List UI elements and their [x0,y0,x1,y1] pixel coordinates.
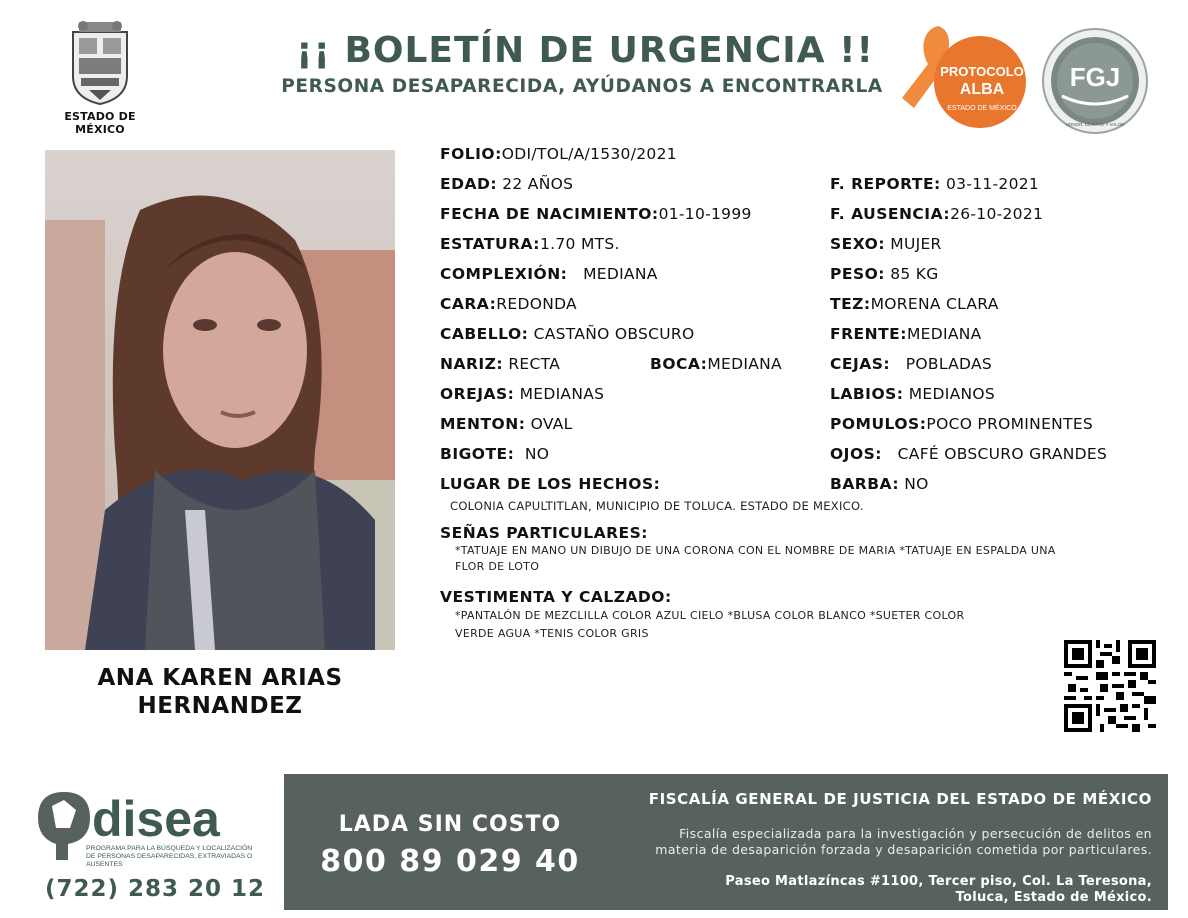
field-value: REDONDA [496,295,577,313]
field-label: SEXO: [830,235,886,253]
field-estatura [440,234,620,254]
protocolo-alba-logo [898,24,1030,134]
field-cabello [440,324,695,344]
field-label: CEJAS: [830,355,891,373]
fgj-desc-line1: Fiscalía especializada para la investigación y persecución de delitos en [679,826,1152,841]
senas-line2: FLOR DE LOTO [455,560,540,573]
field-value: RECTA [508,355,561,373]
field-labios [830,384,995,404]
qr-code[interactable] [1064,640,1156,732]
field-label: PESO: [830,265,885,283]
field-f-ausencia [830,204,1043,224]
field-label: LUGAR DE LOS HECHOS: [440,475,661,493]
bulletin-subtitle: PERSONA DESAPARECIDA, AYÚDANOS A ENCONTRARLA [281,76,883,97]
lada-label: LADA SIN COSTO [338,812,562,837]
field-value: 01-10-1999 [658,205,752,223]
field-label: LABIOS: [830,385,904,403]
field-value: NO [524,445,550,463]
field-value: MORENA CLARA [870,295,999,313]
alba-line2: ALBA [959,81,1005,98]
field-label: POMULOS: [830,415,927,433]
field-label: TEZ: [830,295,871,313]
field-nariz [440,354,560,374]
fgj-address [600,874,1152,906]
field-sexo [830,234,942,254]
field-tez [830,294,999,314]
alba-line1: PROTOCOLO [940,64,1024,79]
field-f-reporte [830,174,1039,194]
address-line2: Toluca, Estado de México. [955,890,1152,905]
odisea-phone[interactable]: (722) 283 20 12 [44,876,266,902]
field-value: MEDIANAS [519,385,605,403]
person-name: ANA KAREN ARIAS HERNANDEZ [97,665,343,719]
field-label: FRENTE: [830,325,907,343]
odisea-tagline2: DE PERSONAS DESAPARECIDAS, EXTRAVIADAS O [86,853,253,860]
bulletin-title: ¡¡ BOLETÍN DE URGENCIA !! [296,30,874,71]
field-value: MEDIANA [583,265,658,283]
field-folio [440,144,677,164]
field-value: 26-10-2021 [950,205,1044,223]
field-label: MENTON: [440,415,526,433]
field-value: ODI/TOL/A/1530/2021 [501,145,677,163]
field-value: 03-11-2021 [946,175,1040,193]
field-cara [440,294,577,314]
fgj-desc-line2: materia de desaparición forzada y desaparición cometida por particulares. [655,842,1152,857]
odisea-tagline1: PROGRAMA PARA LA BÚSQUEDA Y LOCALIZACIÓN [86,845,253,852]
field-boca [650,354,782,374]
lada-number[interactable]: 800 89 029 40 [320,844,580,879]
vestimenta-text [455,607,1155,643]
field-edad [440,174,573,194]
field-label: F. REPORTE: [830,175,941,193]
field-label: BIGOTE: [440,445,515,463]
field-cejas [830,354,992,374]
fgj-initials: FGJ [1069,62,1121,92]
field-value: MEDIANA [906,325,982,343]
field-value: POCO PROMINENTES [926,415,1094,433]
address-line1: Paseo Matlazíncas #1100, Tercer piso, Col. La Teresona, [725,874,1152,889]
alba-line3: ESTADO DE MÉXICO [947,105,1017,112]
field-value: 85 KG [890,265,939,283]
field-label: BOCA: [650,355,708,373]
senas-title: SEÑAS PARTICULARES: [440,524,649,542]
field-fecha-nacimiento [440,204,752,224]
vestimenta-line1: *PANTALÓN DE MEZCLILLA COLOR AZUL CIELO *BLUSA COLOR BLANCO *SUETER COLOR [455,609,965,622]
field-value: NO [904,475,929,493]
field-value: CAFÉ OBSCURO GRANDES [897,445,1108,463]
field-label: COMPLEXIÓN: [440,265,568,283]
field-label: OREJAS: [440,385,515,403]
senas-line1: *TATUAJE EN MANO UN DIBUJO DE UNA CORONA CON EL NOMBRE DE MARIA *TATUAJE EN ESPALDA UNA [455,544,1056,557]
field-bigote [440,444,549,464]
field-label: F. AUSENCIA: [830,205,951,223]
fgj-description [600,826,1152,858]
field-label: CARA: [440,295,497,313]
fgj-title: FISCALÍA GENERAL DE JUSTICIA DEL ESTADO DE MÉXICO [648,790,1152,808]
estado-de-mexico-logo [40,18,160,136]
field-label: FOLIO: [440,145,502,163]
field-value: MEDIANA [707,355,782,373]
field-label: FECHA DE NACIMIENTO: [440,205,659,223]
coat-of-arms-icon [65,18,135,106]
field-value: OVAL [530,415,573,433]
field-value: MUJER [890,235,942,253]
field-peso [830,264,939,284]
field-label: CABELLO: [440,325,529,343]
senas-text [455,543,1155,575]
field-label: ESTATURA: [440,235,540,253]
field-label: OJOS: [830,445,882,463]
field-value: 22 AÑOS [502,175,574,193]
field-ojos [830,444,1107,464]
odisea-tagline3: AUSENTES [86,861,123,868]
field-pomulos [830,414,1093,434]
odisea-brand: disea [92,791,220,847]
field-value: MEDIANOS [908,385,996,403]
field-label: BARBA: [830,475,900,493]
fgj-logo [1040,26,1150,136]
vestimenta-line2: VERDE AGUA *TENIS COLOR GRIS [455,627,649,640]
field-orejas [440,384,604,404]
field-frente [830,324,982,344]
missing-person-photo [45,150,395,650]
odisea-logo [34,788,274,868]
field-value: CASTAÑO OBSCURO [533,325,695,343]
field-value: 1.70 MTS. [540,235,620,253]
field-barba [830,474,929,494]
state-label: ESTADO DE MÉXICO [64,110,136,136]
field-label: NARIZ: [440,355,504,373]
fgj-motto: HONOR, LEALTAD Y VALOR [1065,122,1125,127]
field-label: EDAD: [440,175,498,193]
field-lugar-value: COLONIA CAPULTITLAN, MUNICIPIO DE TOLUCA. ESTADO DE MEXICO. [450,499,864,513]
field-value: POBLADAS [905,355,993,373]
field-lugar-label [440,474,660,494]
field-complexion [440,264,658,284]
vestimenta-title: VESTIMENTA Y CALZADO: [440,588,672,606]
field-menton [440,414,573,434]
